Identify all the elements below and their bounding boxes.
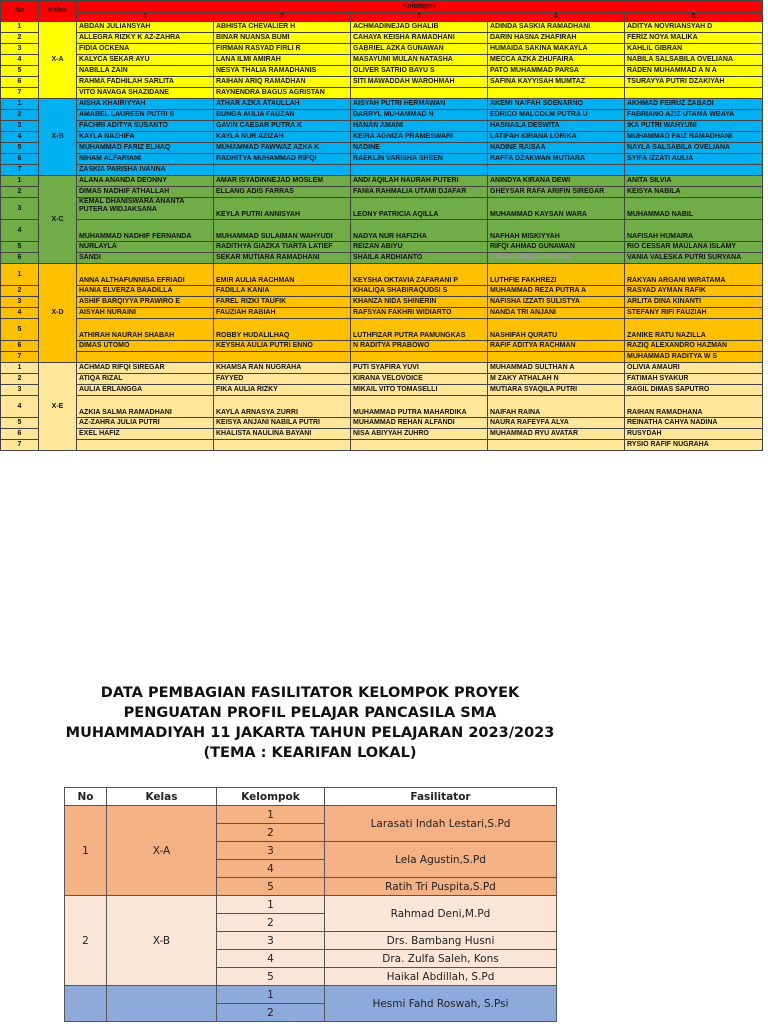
student-name: [214, 440, 351, 451]
student-name: NABILLA ZAIN: [77, 66, 214, 77]
student-name: M ZAKY ATHALAH N: [488, 374, 625, 385]
table-row: [1, 396, 763, 418]
group-number-2: 2: [214, 13, 351, 22]
student-name: RAGIL DIMAS SAPUTRO: [625, 385, 763, 396]
student-name: KAYLA NAZHIFA: [77, 132, 214, 143]
sheet-header-no: No: [1, 1, 39, 22]
row-number: 6: [1, 341, 39, 352]
row-number: 1: [1, 176, 39, 187]
student-name: [77, 440, 214, 451]
table-row: [1, 44, 763, 55]
student-name: NAFHAH MISKIYYAH: [488, 220, 625, 242]
row-number: 3: [1, 297, 39, 308]
student-name: DIMAS UTOMO: [77, 341, 214, 352]
student-name: ACHMADINEJAD GHALIB: [351, 22, 488, 33]
student-name: TSURAYYA PUTRI DZAKIYAH: [625, 77, 763, 88]
row-number: 4: [1, 55, 39, 66]
class-label: X-B: [39, 99, 77, 176]
student-name: AZKIA SALMA RAMADHANI: [77, 396, 214, 418]
student-name: KAYLA NUR AZIZAH: [214, 132, 351, 143]
row-number: 7: [1, 165, 39, 176]
student-name: NAYLA SALSABILA OVELIANA: [625, 143, 763, 154]
table-row: [1, 77, 763, 88]
row-number: 2: [1, 110, 39, 121]
table-row: [1, 264, 763, 286]
student-name: NAFISAH HUMAIRA: [625, 220, 763, 242]
table-row: [1, 110, 763, 121]
class-label: X-E: [39, 363, 77, 451]
student-name: [488, 440, 625, 451]
student-name: VITO NAVAGA SHAZIDANE: [77, 88, 214, 99]
student-name: EXEL HAFIZ: [77, 429, 214, 440]
student-name: FACHRI ADITYA SUSANTO: [77, 121, 214, 132]
table-row: [1, 55, 763, 66]
student-name: ROBBY HUDALILHAQ: [214, 319, 351, 341]
facilitator-group: 3: [217, 932, 325, 950]
facilitator-name: Ratih Tri Puspita,S.Pd: [325, 878, 557, 896]
row-number: 6: [1, 77, 39, 88]
student-name: VANIA VALESKA PUTRI SURYANA: [625, 253, 763, 264]
student-name: MUTIARA SYAQILA PUTRI: [488, 385, 625, 396]
table-row: [1, 385, 763, 396]
facilitator-group: 2: [217, 1004, 325, 1022]
student-name: NURLAYLA: [77, 242, 214, 253]
facilitator-row: [65, 806, 557, 824]
student-name: AMABEL LAUREEN PUTRI S: [77, 110, 214, 121]
student-name: [77, 352, 214, 363]
facilitator-name: Drs. Bambang Husni: [325, 932, 557, 950]
facilitator-name: Rahmad Deni,M.Pd: [325, 896, 557, 932]
student-name: RADITHYA GIAZKA TIARTA LATIEF: [214, 242, 351, 253]
student-name: MUHAMMAD KAYSAN WARA: [488, 198, 625, 220]
student-name: AMAR ISYADINNEJAD MOSLEM: [214, 176, 351, 187]
group-number-1: 1: [77, 13, 214, 22]
student-name: ELLANG ADIS FARRAS: [214, 187, 351, 198]
header-fasilitator: Fasilitator: [325, 788, 557, 806]
row-number: 6: [1, 253, 39, 264]
student-name: FERIZ NOYA MALIKA: [625, 33, 763, 44]
student-name: PUTI SYAFIRA YUVI: [351, 363, 488, 374]
facilitator-group: 2: [217, 824, 325, 842]
student-name: N RADITYA PRABOWO: [351, 341, 488, 352]
facilitator-name: Haikal Abdillah, S.Pd: [325, 968, 557, 986]
student-name: FABRIANO AZIZ UTAMA WBAYA: [625, 110, 763, 121]
student-name: MUHAMMAD SULTHAN A: [488, 363, 625, 374]
row-number: 3: [1, 44, 39, 55]
student-name: NADYA NUR HAFIZHA: [351, 220, 488, 242]
student-name: MASAYUMI MULAN NATASHA: [351, 55, 488, 66]
student-name: NABILA SALSABILA OVELIANA: [625, 55, 763, 66]
facilitator-group: 1: [217, 806, 325, 824]
student-name: [488, 165, 625, 176]
student-name: FIRMAN RASYAD FIRLI R: [214, 44, 351, 55]
student-name: ABHISTA CHEVALIER H: [214, 22, 351, 33]
student-name: LEONY PATRICIA AQILLA: [351, 198, 488, 220]
facilitator-body: [65, 806, 557, 1022]
row-number: 4: [1, 396, 39, 418]
student-name: RUSYDAH: [625, 429, 763, 440]
student-name: LUTHFIZAR PUTRA PAMUNGKAS: [351, 319, 488, 341]
student-name: RIO CESSAR MAULANA ISLAMY: [625, 242, 763, 253]
student-name: NADINE RAISAA: [488, 143, 625, 154]
student-name: SITI MAWADDAH WAROHMAH: [351, 77, 488, 88]
facilitator-group: 5: [217, 968, 325, 986]
table-row: [1, 440, 763, 451]
student-name: RADHITYA MUHAMMAD RIFQI: [214, 154, 351, 165]
student-name: KHALISTA NAULINA BAYANI: [214, 429, 351, 440]
student-name: HANIA ELVERZA BAADILLA: [77, 286, 214, 297]
student-name: AKEMI NAIFAH SOENARNO: [488, 99, 625, 110]
student-group-sheet: [0, 0, 763, 451]
student-name: RAEKLIN VARISHA SHEEN: [351, 154, 488, 165]
table-row: [1, 363, 763, 374]
student-name: FATIMAH SYAKUR: [625, 374, 763, 385]
student-name: LANA ILMI AMIRAH: [214, 55, 351, 66]
student-name: NAFISHA IZZATI SULISTYA: [488, 297, 625, 308]
table-row: [1, 165, 763, 176]
student-name: MECCA AZKA ZHUFAIRA: [488, 55, 625, 66]
student-name: [488, 352, 625, 363]
row-number: 1: [1, 363, 39, 374]
student-name: DARIN HASNA ZHAFIRAH: [488, 33, 625, 44]
student-name: KEYLA PUTRI ANNISYAH: [214, 198, 351, 220]
row-number: 6: [1, 154, 39, 165]
student-name: [488, 88, 625, 99]
student-name: KHAMSA RAN NUGRAHA: [214, 363, 351, 374]
student-name: NADINE: [351, 143, 488, 154]
student-name: EMIR AULIA RACHMAN: [214, 264, 351, 286]
header-kelas: Kelas: [107, 788, 217, 806]
student-name: SEKAR MUTIARA RAMADHANI: [214, 253, 351, 264]
student-name: MUHAMMAD PUTRA MAHARDIKA: [351, 396, 488, 418]
row-number: 7: [1, 440, 39, 451]
row-number: 3: [1, 121, 39, 132]
student-name: [351, 88, 488, 99]
student-name: RAKYAN ARGANI WIRATAMA: [625, 264, 763, 286]
student-name: AULIA ERLANGGA: [77, 385, 214, 396]
student-name: IKA PUTRI WAHYUNI: [625, 121, 763, 132]
student-name: RAZIQ ALEXANDRO HAZMAN: [625, 341, 763, 352]
table-row: [1, 99, 763, 110]
facilitator-group: 5: [217, 878, 325, 896]
student-name: RAIHAN RAMADHANA: [625, 396, 763, 418]
student-name: MUHAMMAD FAWWAZ AZKA K: [214, 143, 351, 154]
header-no: No: [65, 788, 107, 806]
table-row: [1, 121, 763, 132]
student-name: HUMAIDA SAKINA MAKAYLA: [488, 44, 625, 55]
student-name: MUHAMMAD FARIZ ELHAQ: [77, 143, 214, 154]
class-label: X-C: [39, 176, 77, 264]
table-row: [1, 286, 763, 297]
student-name: NANDA TRI ANJANI: [488, 308, 625, 319]
student-name: KEIRA AGNIZA PRAMESWARI: [351, 132, 488, 143]
header-kelompok: Kelompok: [217, 788, 325, 806]
student-name: ATIQA RIZAL: [77, 374, 214, 385]
student-name: AISHA KHAIRIYYAH: [77, 99, 214, 110]
student-name: DIMAS NADHIF ATHALLAH: [77, 187, 214, 198]
sheet-header-kelas: Kelas: [39, 1, 77, 22]
student-name: RAHMA FADHILAH SARLITA: [77, 77, 214, 88]
table-row: [1, 154, 763, 165]
group-number-3: 3: [351, 13, 488, 22]
student-name: ATHAR AZKA ATAULLAH: [214, 99, 351, 110]
student-name: ZASKIA PARISHA IVANNA: [77, 165, 214, 176]
student-name: KHANZA NIDA SHINERIN: [351, 297, 488, 308]
facilitator-row: [65, 986, 557, 1004]
student-name: NAURA RAFEYFA ALYA: [488, 418, 625, 429]
student-name: MUHAMMAD RADITYA W S: [625, 352, 763, 363]
student-name: STEFANY RIFI FAUZIAH: [625, 308, 763, 319]
student-name: NIHAM ALFARIANI: [77, 154, 214, 165]
student-name: BUNGA AULIA FAUZAN: [214, 110, 351, 121]
row-number: 5: [1, 143, 39, 154]
table-row: [1, 242, 763, 253]
student-name: RASYAD AYMAN RAFIK: [625, 286, 763, 297]
student-name: EDRICO MALCOLM PUTRA U: [488, 110, 625, 121]
table-row: [1, 297, 763, 308]
table-row: [1, 253, 763, 264]
table-row: [1, 319, 763, 341]
student-name: KEMAL DHANISWARA ANANTA PUTERA WIDJAKSANA: [77, 198, 214, 220]
facilitator-no: 2: [65, 896, 107, 986]
row-number: 4: [1, 132, 39, 143]
student-name: KHALIQA SHABIRAQUDSI S: [351, 286, 488, 297]
facilitator-name: Dra. Zulfa Saleh, Kons: [325, 950, 557, 968]
row-number: 5: [1, 319, 39, 341]
student-name: FADILLA KANIA: [214, 286, 351, 297]
facilitator-group: 2: [217, 914, 325, 932]
student-name: ANNA ALTHAFUNNISA EFRIADI: [77, 264, 214, 286]
student-name: MIKAIL VITO TOMASELLI: [351, 385, 488, 396]
student-name: [214, 165, 351, 176]
student-name: RAFIF ADITYA RACHMAN: [488, 341, 625, 352]
facilitator-name: Hesmi Fahd Roswah, S.Psi: [325, 986, 557, 1022]
table-row: [1, 374, 763, 385]
table-row: [1, 220, 763, 242]
student-name: CAHAYA KEISHA RAMADHANI: [351, 33, 488, 44]
student-name: KALYCA SEKAR AYU: [77, 55, 214, 66]
row-number: 7: [1, 352, 39, 363]
row-number: 2: [1, 33, 39, 44]
student-name: ALLEGRA RIZKY K AZ-ZAHRA: [77, 33, 214, 44]
facilitator-row: [65, 896, 557, 914]
student-name: [625, 165, 763, 176]
student-name: ADITYA NOVRIANSYAH D: [625, 22, 763, 33]
sheet-header-kelompok: Kelompok: [77, 1, 763, 13]
student-name: SANDI: [77, 253, 214, 264]
facilitator-group: 4: [217, 860, 325, 878]
student-name: RYSIO RAFIF NUGRAHA: [625, 440, 763, 451]
student-name: RADEN MUHAMMAD A N A: [625, 66, 763, 77]
facilitator-title: DATA PEMBAGIAN FASILITATOR KELOMPOK PROYEK PENGUATAN PROFIL PELAJAR PANCASILA SMA MUHAMMADIYAH 11 JAKARTA TAHUN PELAJARAN 2023/2023 (TEMA : KEARIFAN LOKAL): [65, 685, 555, 761]
facilitator-name: Larasati Indah Lestari,S.Pd: [325, 806, 557, 842]
student-name: GAVIN CAESAR PUTRA K: [214, 121, 351, 132]
facilitator-group: 1: [217, 896, 325, 914]
student-name: RIFQI AHMAD GUNAWAN: [488, 242, 625, 253]
student-name: [625, 88, 763, 99]
student-name: ATHIRAH NAURAH SHABAH: [77, 319, 214, 341]
student-name: FAUZIAH RABIAH: [214, 308, 351, 319]
student-name: NESYA THALIA RAMADHANIS: [214, 66, 351, 77]
student-name: FAREL RIZKI TAUFIK: [214, 297, 351, 308]
student-name: ALANA ANANDA DEONNY: [77, 176, 214, 187]
row-number: 2: [1, 374, 39, 385]
row-number: 2: [1, 187, 39, 198]
facilitator-name: Lela Agustin,S.Pd: [325, 842, 557, 878]
row-number: 6: [1, 429, 39, 440]
student-name: REINATHA CAHYA NADINA: [625, 418, 763, 429]
row-number: 3: [1, 385, 39, 396]
table-row: [1, 88, 763, 99]
row-number: 5: [1, 418, 39, 429]
sheet-group-number-row: [1, 13, 763, 22]
student-name: MUHAMMAD NABIL: [625, 198, 763, 220]
student-name: MUHAMMAD FAIZ RAMADHANI: [625, 132, 763, 143]
row-number: 7: [1, 88, 39, 99]
table-row: [1, 352, 763, 363]
student-name: GHEYSAR RAFA ARIFIN SIREGAR: [488, 187, 625, 198]
facilitator-no: 1: [65, 806, 107, 896]
facilitator-group: 3: [217, 842, 325, 860]
group-number-5: 5: [625, 13, 763, 22]
student-name: FAYYED: [214, 374, 351, 385]
student-name: KAHLIL GIBRAN: [625, 44, 763, 55]
table-row: [1, 429, 763, 440]
student-name: MUHAMMAD REZA PUTRA A: [488, 286, 625, 297]
row-number: 4: [1, 308, 39, 319]
sheet-header-row: [1, 1, 763, 13]
table-row: [1, 341, 763, 352]
student-name: SYAFA AMELIA MISKINA: [488, 253, 625, 264]
student-name: AZ-ZAHRA JULIA PUTRI: [77, 418, 214, 429]
row-number: 1: [1, 264, 39, 286]
student-name: [214, 352, 351, 363]
student-name: HASNAILA DESWITA: [488, 121, 625, 132]
row-number: 5: [1, 242, 39, 253]
student-name: ABDAN JULIANSYAH: [77, 22, 214, 33]
student-name: RAIHAN ARIQ RAMADHAN: [214, 77, 351, 88]
table-row: [1, 33, 763, 44]
student-name: [351, 165, 488, 176]
class-label: X-A: [39, 22, 77, 99]
table-row: [1, 308, 763, 319]
row-number: 5: [1, 66, 39, 77]
student-name: RAYNENDRA BAGUS AGRISTAN: [214, 88, 351, 99]
student-name: ARLITA DINA KINANTI: [625, 297, 763, 308]
student-name: REIZAN ABIYU: [351, 242, 488, 253]
student-name: AISYAH NURAINI: [77, 308, 214, 319]
student-name: FIDIA OCKENA: [77, 44, 214, 55]
student-name: HANAN AMANI: [351, 121, 488, 132]
student-name: NAIFAH RAINA: [488, 396, 625, 418]
table-row: [1, 198, 763, 220]
student-name: ZANIKE RATU NAZILLA: [625, 319, 763, 341]
student-name: PATO MUHAMMAD PARSA: [488, 66, 625, 77]
student-name: ANINDYA KIRANA DEWI: [488, 176, 625, 187]
table-row: [1, 176, 763, 187]
student-name: RAFSYAN FAKHRI WIDIARTO: [351, 308, 488, 319]
row-number: 1: [1, 22, 39, 33]
student-name: SHAILA ARDHIANTO: [351, 253, 488, 264]
student-name: SYIFA IZZATI AULIA: [625, 154, 763, 165]
student-name: ACHMAD RIFQI SIREGAR: [77, 363, 214, 374]
student-name: MUHAMMAD RYU AVATAR: [488, 429, 625, 440]
table-row: [1, 22, 763, 33]
row-number: 1: [1, 99, 39, 110]
student-name: KEYSHA AULIA PUTRI ENNO: [214, 341, 351, 352]
facilitator-kelas: X-B: [107, 896, 217, 986]
student-name: MUHAMMAD SULAIMAN WAHYUDI: [214, 220, 351, 242]
facilitator-table: [64, 787, 557, 1022]
student-name: NISA ABIYYAH ZUHRO: [351, 429, 488, 440]
facilitator-kelas: [107, 986, 217, 1022]
table-row: [1, 143, 763, 154]
row-number: 2: [1, 286, 39, 297]
student-name: KIRANA VELOVOICE: [351, 374, 488, 385]
facilitator-group: 4: [217, 950, 325, 968]
table-row: [1, 187, 763, 198]
student-name: AISYAH PUTRI HERMAWAN: [351, 99, 488, 110]
student-name: KEISYA NABILA: [625, 187, 763, 198]
student-name: OLIVIA AMAURI: [625, 363, 763, 374]
row-number: 4: [1, 220, 39, 242]
student-name: KAYLA ARNASYA ZURRI: [214, 396, 351, 418]
student-name: RAFFA DZAKWAN MUTIARA: [488, 154, 625, 165]
student-name: NASHIFAH QURATU: [488, 319, 625, 341]
student-name: OLIVER SATRIO BAYU S: [351, 66, 488, 77]
student-name: DARRYL MUHAMMAD N: [351, 110, 488, 121]
table-row: [1, 132, 763, 143]
student-name: ANITA SILVIA: [625, 176, 763, 187]
student-name: ANDI AQILAH NAURAH PUTERI: [351, 176, 488, 187]
student-name: ADINDA SASKIA RAMADHANI: [488, 22, 625, 33]
sheet-body: [1, 1, 763, 451]
table-row: [1, 66, 763, 77]
table-row: [1, 418, 763, 429]
student-name: SAFINA KAYYISAH MUMTAZ: [488, 77, 625, 88]
student-name: AKHMAD FEIRUZ ZABADI: [625, 99, 763, 110]
student-name: MUHAMMAD NADHIF FERNANDA: [77, 220, 214, 242]
student-name: MUHAMMAD REHAN ALFANDI: [351, 418, 488, 429]
facilitator-group: 1: [217, 986, 325, 1004]
student-name: LATIFAH KIRANA LORIKA: [488, 132, 625, 143]
student-name: KEISYA ANJANI NABILA PUTRI: [214, 418, 351, 429]
facilitator-no: [65, 986, 107, 1022]
class-label: X-D: [39, 264, 77, 363]
student-name: KEYSHA OKTAVIA ZAFARANI P: [351, 264, 488, 286]
student-name: [351, 440, 488, 451]
student-name: FIKA AULIA RIZKY: [214, 385, 351, 396]
student-name: ASHIF BARQIYYA PRAWIRO E: [77, 297, 214, 308]
student-name: LUTHFIE FAKHREZI: [488, 264, 625, 286]
row-number: 3: [1, 198, 39, 220]
student-name: FANIA RAHMALIA UTAMI DJAFAR: [351, 187, 488, 198]
facilitator-kelas: X-A: [107, 806, 217, 896]
student-name: GABRIEL AZKA GUNAWAN: [351, 44, 488, 55]
student-name: [351, 352, 488, 363]
student-name: BINAR NUANSA BUMI: [214, 33, 351, 44]
facilitator-header-row: [65, 788, 557, 806]
group-number-4: 4: [488, 13, 625, 22]
